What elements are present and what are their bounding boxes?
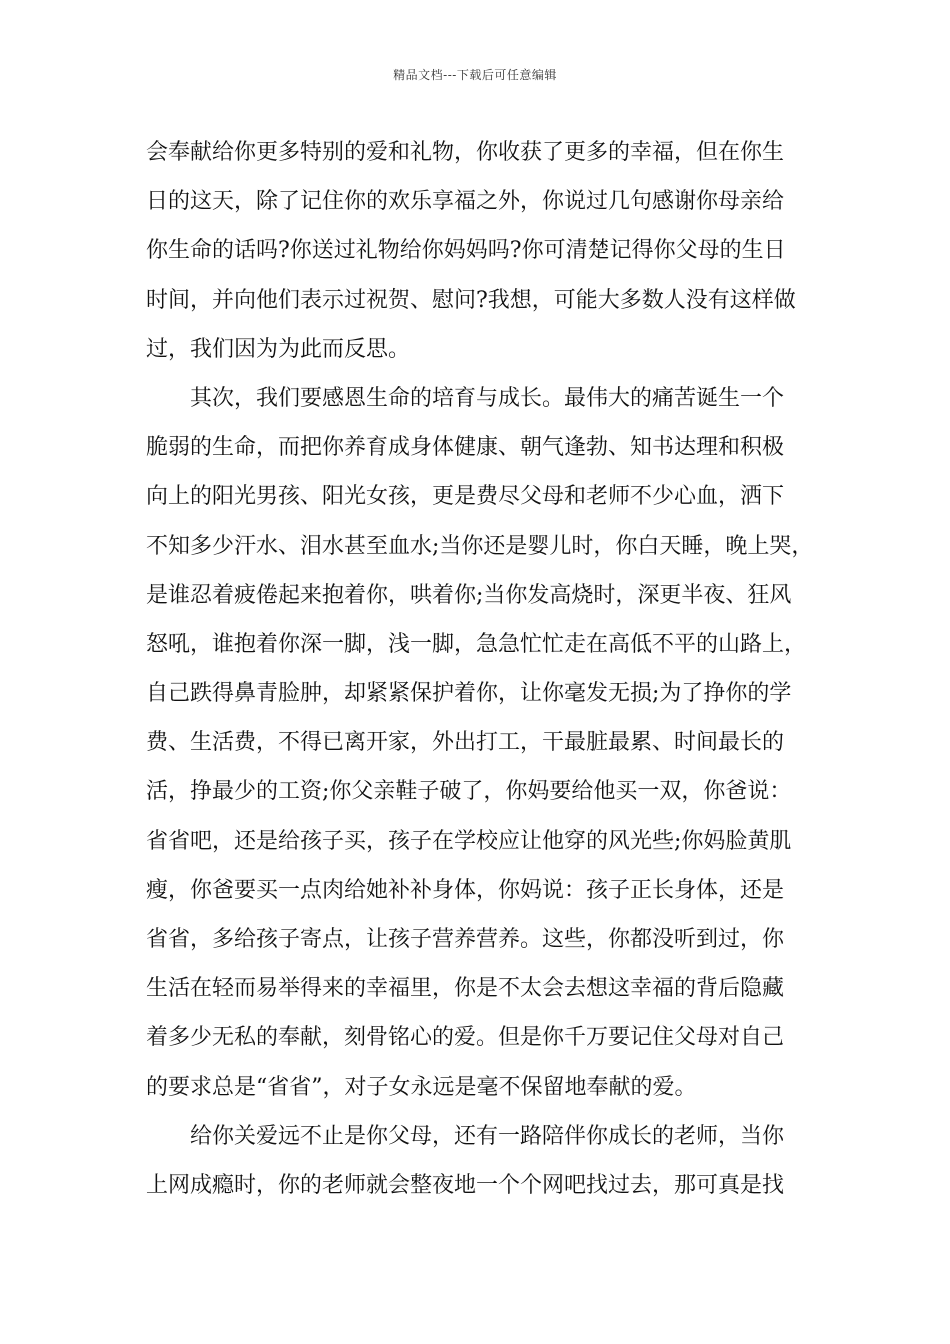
text-line: 生活在轻而易举得来的幸福里，你是不太会去想这幸福的背后隐藏: [146, 976, 785, 1002]
text-line: 其次，我们要感恩生命的培育与成长。最伟大的痛苦诞生一个: [146, 385, 785, 411]
body-text: [146, 128, 816, 1210]
text-line: 的要求总是“省省”，对子女永远是毫不保留地奉献的爱。: [146, 1074, 697, 1100]
text-line: 脆弱的生命，而把你养育成身体健康、朝气逢勃、知书达理和积极: [146, 435, 785, 461]
text-line: 过，我们因为为此而反思。: [146, 336, 411, 362]
text-line: 省省吧，还是给孩子买，孩子在学校应让他穿的风光些;你妈脸黄肌: [146, 828, 792, 854]
text-line: 会奉献给你更多特别的爱和礼物，你收获了更多的幸福，但在你生: [146, 140, 785, 165]
text-line: 给你关爱远不止是你父母，还有一路陪伴你成长的老师，当你: [146, 1123, 785, 1149]
text-line: 你生命的话吗?你送过礼物给你妈妈吗?你可清楚记得你父母的生日: [146, 238, 786, 264]
text-line: 费、生活费，不得已离开家，外出打工，干最脏最累、时间最长的: [146, 730, 785, 756]
text-line: 怒吼，谁抱着你深一脚，浅一脚，急急忙忙走在高低不平的山路上，: [146, 631, 807, 657]
page-header: 精品文档---下载后可任意编辑: [393, 68, 557, 82]
text-line: 瘦，你爸要买一点肉给她补补身体，你妈说：孩子正长身体，还是: [146, 877, 785, 903]
text-line: 上网成瘾时，你的老师就会整夜地一个个网吧找过去，那可真是找: [146, 1172, 785, 1198]
text-line: 省省，多给孩子寄点，让孩子营养营养。这些，你都没听到过，你: [146, 927, 785, 952]
text-line: 活，挣最少的工资;你父亲鞋子破了，你妈要给他买一双，你爸说：: [146, 779, 792, 805]
text-line: 着多少无私的奉献，刻骨铭心的爱。但是你千万要记住父母对自己: [146, 1025, 785, 1051]
text-line: 向上的阳光男孩、阳光女孩，更是费尽父母和老师不少心血，洒下: [146, 484, 785, 510]
text-line: 不知多少汗水、泪水甚至血水;当你还是婴儿时，你白天睡，晚上哭，: [146, 533, 814, 559]
text-line: 是谁忍着疲倦起来抱着你，哄着你;当你发高烧时，深更半夜、狂风: [146, 582, 792, 608]
text-line: 自己跌得鼻青脸肿，却紧紧保护着你，让你毫发无损;为了挣你的学: [146, 681, 792, 707]
text-line: 日的这天，除了记住你的欢乐享福之外，你说过几句感谢你母亲给: [146, 189, 785, 215]
text-line: 时间，并向他们表示过祝贺、慰问?我想，可能大多数人没有这样做: [146, 287, 796, 313]
